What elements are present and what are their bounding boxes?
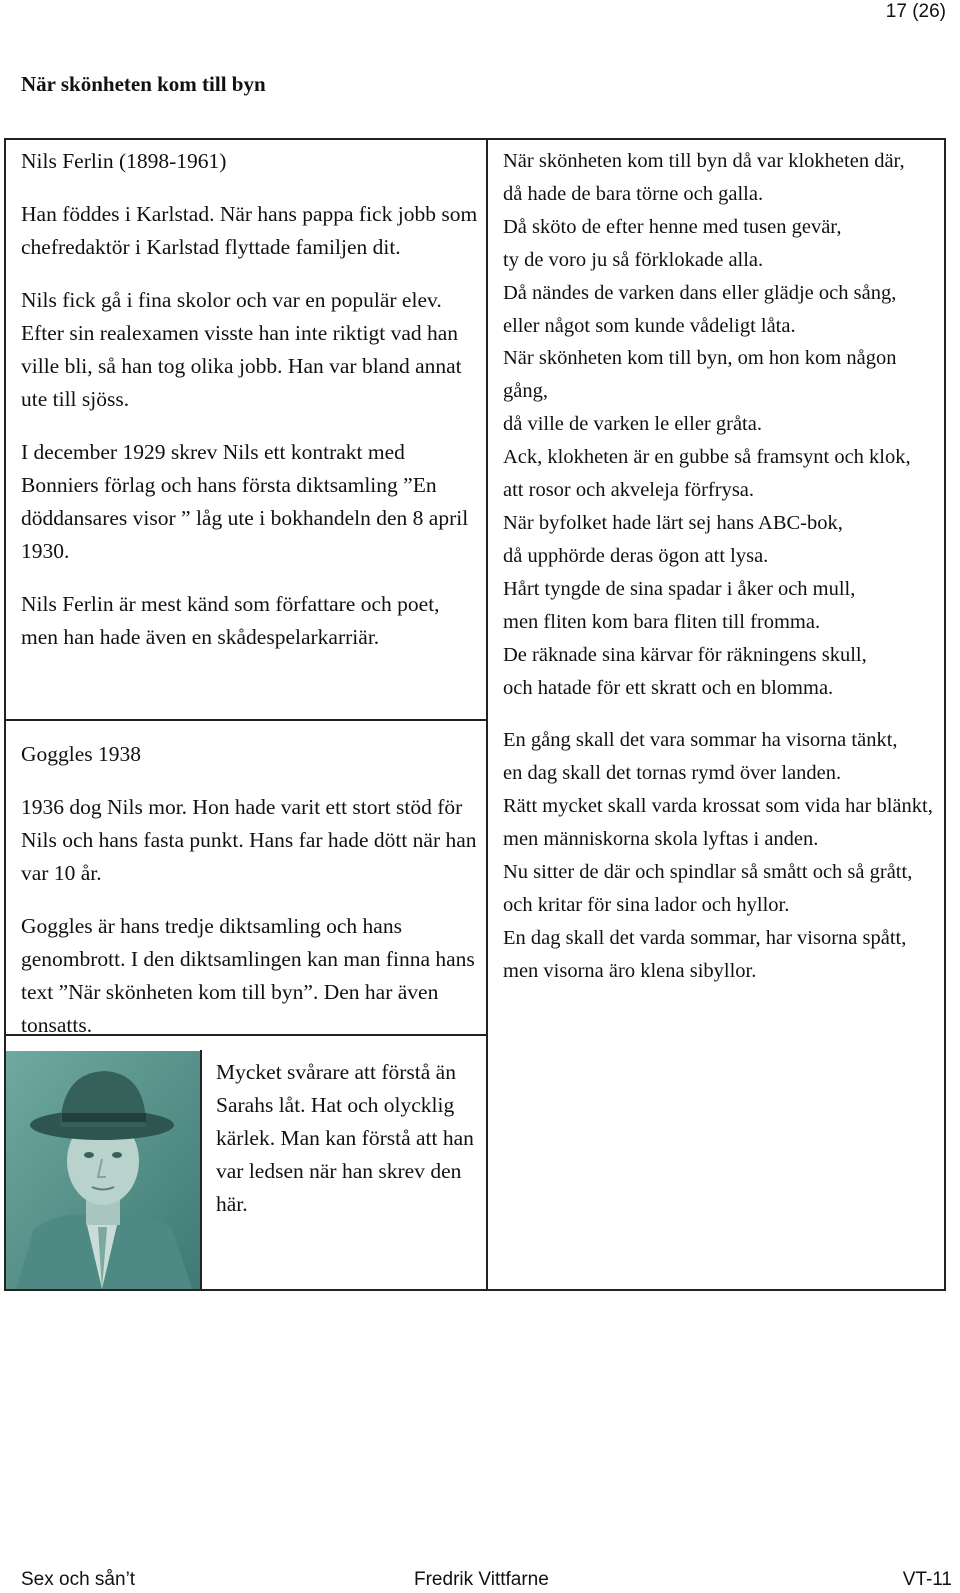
bio-divider [4,719,488,721]
goggles-paragraph: Goggles är hans tredje diktsamling och hans genombrott. I den diktsamlingen kan man finna hans text ”När skönheten kom till byn”. Den har även tonsatts. [21,914,475,1037]
poem-line: Ack, klokheten är en gubbe så framsynt och klok, [503,446,911,469]
footer-center: Fredrik Vittfarne [414,1569,549,1590]
bio-paragraph: I december 1929 skrev Nils ett kontrakt med Bonniers förlag och hans första diktsamling ”En döddansares visor ” låg ute i bokhandeln den 8 april 1930. [21,440,469,563]
poem-line: Hårt tyngde de sina spadar i åker och mull, [503,577,856,600]
poem-line: men fliten kom bara fliten till fromma. [503,610,821,633]
poem-line: att rosor och akveleja förfrysa. [503,479,755,502]
bio-section [21,145,481,674]
poem-stanza [503,724,933,987]
goggles-section [21,738,481,1062]
poem-line: men människorna skola lyftas i anden. [503,828,819,851]
poem-line: Då nändes de varken dans eller glädje och sång, [503,281,897,304]
poem-line: och hatade för ett skratt och en blomma. [503,676,834,699]
poem-line: En dag skall det varda sommar, har visorna spått, [503,926,907,949]
poem-line: då ville de varken le eller gråta. [503,413,762,436]
poem-line: När byfolket hade lärt sej hans ABC-bok, [503,511,843,534]
bio-title: Nils Ferlin (1898-1961) [21,149,227,173]
bio-paragraph: Han föddes i Karlstad. När hans pappa fick jobb som chefredaktör i Karlstad flyttade familjen dit. [21,202,478,259]
bio-paragraph: Nils fick gå i fina skolor och var en populär elev. Efter sin realexamen visste han inte riktigt vad han ville bli, så han tog olika jobb. Han var bland annat ute till sjöss. [21,288,462,411]
poem-line: då upphörde deras ögon att lysa. [503,544,769,567]
footer-right: VT-11 [902,1569,952,1590]
poem-line: Då sköto de efter henne med tusen gevär, [503,215,842,238]
poem-line: En gång skall det vara sommar ha visorna tänkt, [503,729,898,752]
document-heading: När skönheten kom till byn [21,72,266,96]
image-divider [200,1050,202,1291]
goggles-paragraph: 1936 dog Nils mor. Hon hade varit ett stort stöd för Nils och hans fasta punkt. Hans far hade dött när han var 10 år. [21,795,477,885]
bio-paragraph: Nils Ferlin är mest känd som författare och poet, men han hade även en skådespelarkarriär. [21,592,440,649]
poem-line: en dag skall det tornas rymd över landen. [503,762,842,785]
note-text: Mycket svårare att förstå än Sarahs låt. Hat och olycklig kärlek. Man kan förstå att han var ledsen när han skrev den här. [216,1060,474,1216]
poem-line: När skönheten kom till byn då var klokheten där, [503,150,905,172]
portrait-photo [6,1051,200,1289]
poem-line: ty de voro ju så förklokade alla. [503,248,764,271]
poem-line: och kritar för sina lador och hyllor. [503,893,790,916]
footer-left: Sex och sån’t [21,1569,136,1590]
poem-line: När skönheten kom till byn, om hon kom någon gång, [503,347,897,403]
poem-stanza [503,145,933,704]
poem-line: eller något som kunde vådeligt låta. [503,314,796,337]
poem-line: Nu sitter de där och spindlar så smått och så grått, [503,861,913,884]
poem-line: då hade de bara törne och galla. [503,182,764,205]
poem-line: men visorna äro klena sibyllor. [503,959,757,982]
column-divider [486,138,488,1291]
poem [503,145,933,1008]
poem-line: Rätt mycket skall varda krossat som vida har blänkt, [503,795,933,818]
goggles-title: Goggles 1938 [21,742,142,766]
poem-line: De räknade sina kärvar för räkningens skull, [503,643,867,666]
page-number: 17 (26) [885,1,946,22]
